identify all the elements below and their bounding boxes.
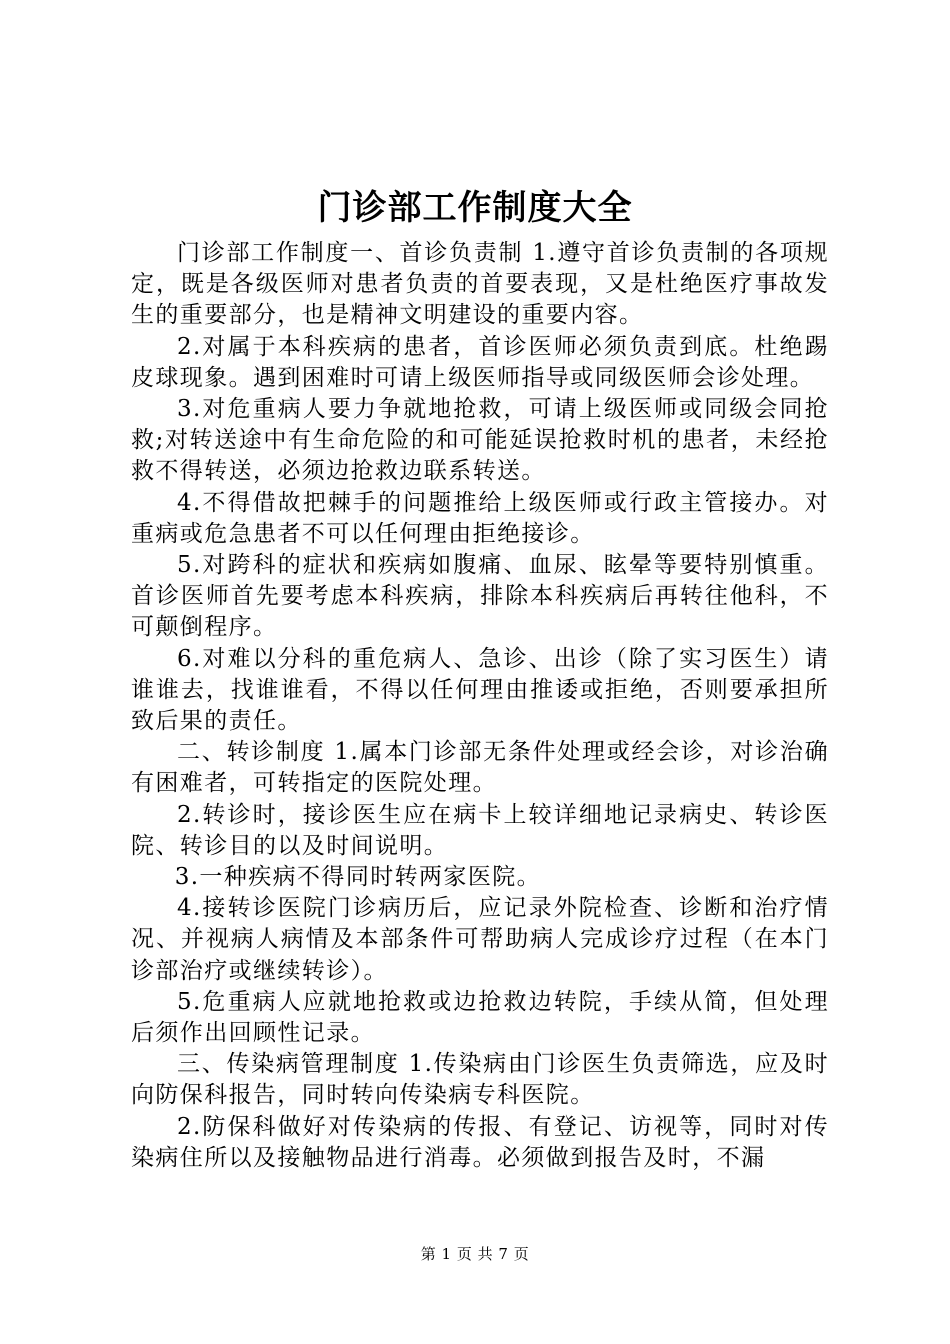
paragraph: 5.危重病人应就地抢救或边抢救边转院，手续从简，但处理后须作出回顾性记录。 xyxy=(131,988,829,1047)
paragraph: 2.转诊时，接诊医生应在病卡上较详细地记录病史、转诊医院、转诊目的以及时间说明。 xyxy=(131,801,829,859)
paragraph: 二、转诊制度 1.属本门诊部无条件处理或经会诊，对诊治确有困难者，可转指定的医院处理。 xyxy=(131,739,829,797)
page-footer: 第 1 页 共 7 页 xyxy=(420,1245,530,1263)
document-title: 门诊部工作制度大全 xyxy=(317,188,633,228)
paragraph: 2.防保科做好对传染病的传报、有登记、访视等，同时对传染病住所以及接触物品进行消毒。必须做到报告及时，不漏 xyxy=(131,1113,829,1171)
paragraph: 6.对难以分科的重危病人、急诊、出诊（除了实习医生）请谁谁去，找谁谁看，不得以任何理由推诿或拒绝，否则要承担所致后果的责任。 xyxy=(131,645,829,735)
paragraph: 5.对跨科的症状和疾病如腹痛、血尿、眩晕等要特别慎重。首诊医师首先要考虑本科疾病，排除本科疾病后再转往他科，不可颠倒程序。 xyxy=(131,552,829,641)
paragraph: 4.接转诊医院门诊病历后，应记录外院检查、诊断和治疗情况、并视病人病情及本部条件可帮助病人完成诊疗过程（在本门诊部治疗或继续转诊）。 xyxy=(131,895,829,984)
paragraph: 3.一种疾病不得同时转两家医院。 xyxy=(174,864,542,891)
document-body xyxy=(131,238,829,1174)
paragraph: 2.对属于本科疾病的患者，首诊医师必须负责到底。杜绝踢皮球现象。遇到困难时可请上级医师指导或同级医师会诊处理。 xyxy=(131,333,829,391)
paragraph: 门诊部工作制度一、首诊负责制 1.遵守首诊负责制的各项规定，既是各级医师对患者负责的首要表现，又是杜绝医疗事故发生的重要部分，也是精神文明建设的重要内容。 xyxy=(131,240,829,329)
paragraph: 三、传染病管理制度 1.传染病由门诊医生负责筛选，应及时向防保科报告，同时转向传染病专科医院。 xyxy=(131,1051,829,1109)
paragraph: 4.不得借故把棘手的问题推给上级医师或行政主管接办。对重病或危急患者不可以任何理由拒绝接诊。 xyxy=(131,489,829,547)
paragraph: 3.对危重病人要力争就地抢救，可请上级医师或同级会同抢救;对转送途中有生命危险的和可能延误抢救时机的患者，未经抢救不得转送，必须边抢救边联系转送。 xyxy=(131,396,829,485)
